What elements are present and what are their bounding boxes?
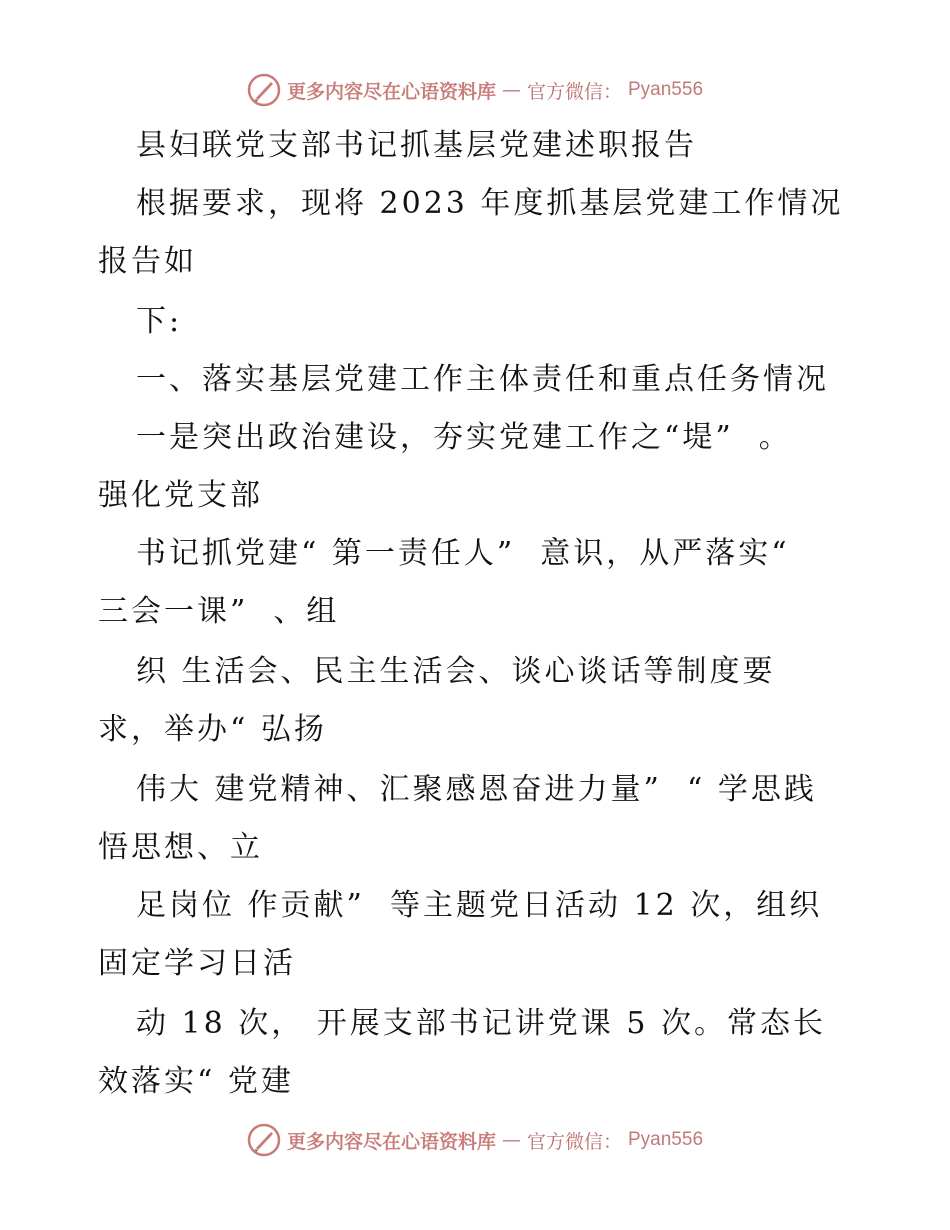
watermark-label: 官方微信： [526, 80, 622, 103]
quill-logo-icon [247, 73, 281, 107]
watermark-id: Pyan556 [628, 79, 704, 100]
paragraph-line: 一是突出政治建设，夯实党建工作之“堤” 。 [136, 420, 792, 455]
watermark-brand: 更多内容尽在心语资料库 [286, 80, 496, 103]
paragraph-line: 根据要求，现将 2023 年度抓基层党建工作情况 [136, 186, 844, 221]
paragraph-line: 报告如 [98, 244, 197, 279]
paragraph-line: 悟思想、立 [98, 830, 263, 865]
watermark-id: Pyan556 [628, 1129, 704, 1150]
document-title: 县妇联党支部书记抓基层党建述职报告 [136, 128, 697, 163]
paragraph-line: 强化党支部 [98, 478, 263, 513]
paragraph-line: 效落实“ 党建 [98, 1064, 294, 1099]
paragraph-line: 固定学习日活 [98, 946, 296, 981]
paragraph-line: 织 生活会、民主生活会、谈心谈话等制度要 [136, 654, 776, 689]
watermark-brand: 更多内容尽在心语资料库 [286, 1130, 496, 1153]
paragraph-line: 求，举办“ 弘扬 [98, 712, 327, 747]
quill-logo-icon [247, 1123, 281, 1157]
paragraph-line: 下: [136, 304, 183, 339]
paragraph-line: 动 18 次， 开展支部书记讲党课 5 次。常态长 [136, 1006, 826, 1041]
section-heading: 一、落实基层党建工作主体责任和重点任务情况 [136, 362, 829, 397]
watermark-dash: — [501, 1129, 521, 1151]
paragraph-line: 足岗位 作贡献” 等主题党日活动 12 次，组织 [136, 888, 823, 923]
watermark-label: 官方微信： [526, 1130, 622, 1153]
paragraph-line: 三会一课” 、组 [98, 594, 340, 629]
watermark-footer [0, 1120, 950, 1160]
watermark-dash: — [501, 79, 521, 101]
watermark-header [0, 70, 950, 110]
paragraph-line: 书记抓党建“ 第一责任人” 意识，从严落实“ [136, 536, 790, 571]
paragraph-line: 伟大 建党精神、汇聚感恩奋进力量” “ 学思践 [136, 772, 817, 807]
